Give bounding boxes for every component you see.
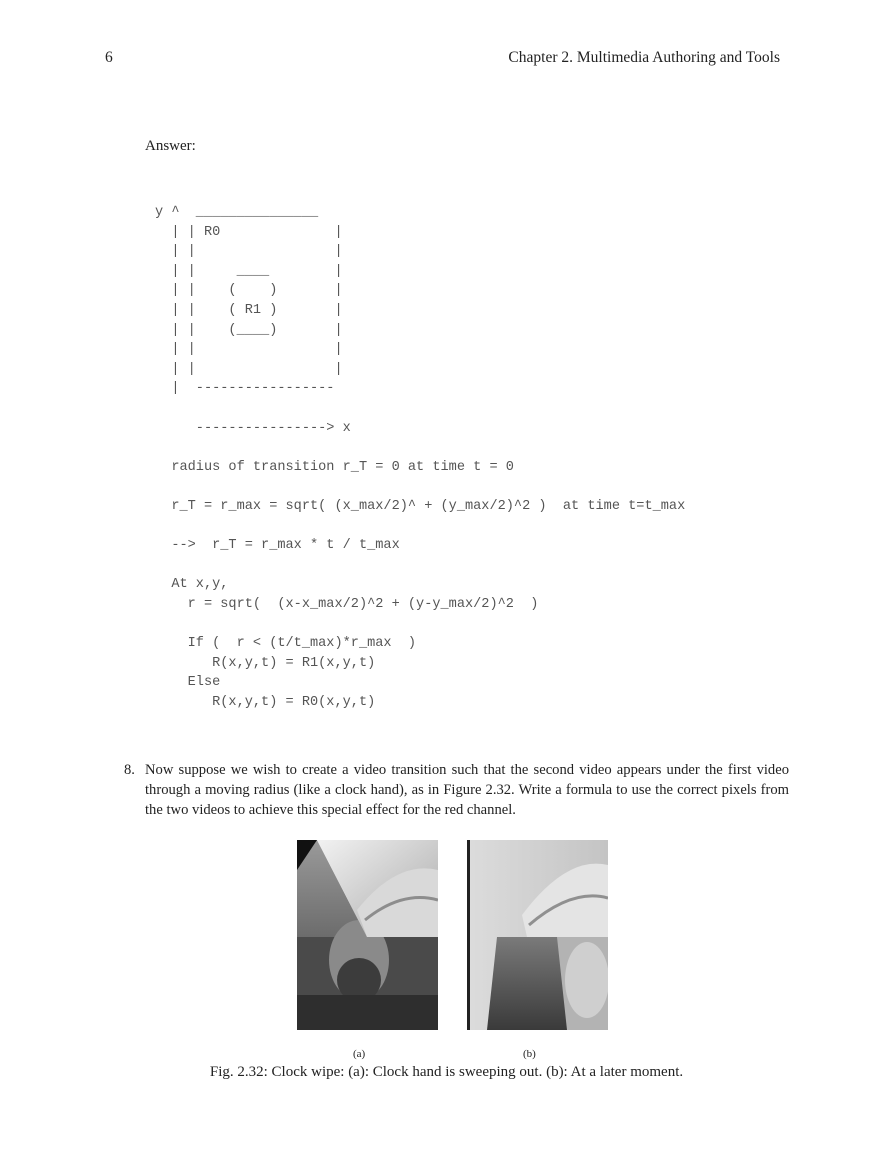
question-number: 8. (124, 762, 135, 778)
figure-caption: Fig. 2.32: Clock wipe: (a): Clock hand is sweeping out. (b): At a later moment. (209, 1064, 684, 1080)
subfigure-label-b: (b) (523, 1048, 536, 1060)
answer-label: Answer: (145, 138, 196, 154)
figure-2-32-a-image (297, 840, 438, 1030)
running-head: Chapter 2. Multimedia Authoring and Tools (508, 49, 780, 66)
answer-code-block: y ^ _______________ | | R0 | | | | | | ____ | | | ( ) | | | ( R1 ) | | | (____) | | | | | | | | ----------------- ----------------> x radius of transition r_T = 0 at time t = 0 r_T = r_max = sqrt( (x_max/2)^ + (y_max/2)^2 ) at time t=t_max --> r_T = r_max * t / t_max At x,y, r = sqrt( (x-x_max/2)^2 + (y-y_max/2)^2 ) If ( r < (t/t_max)*r_max ) R(x,y,t) = R1(x,y,t) Else R(x,y,t) = R0(x,y,t) (155, 205, 686, 710)
question-text: Now suppose we wish to create a video transition such that the second video appears under the first video through a moving radius (like a clock hand), as in Figure 2.32. Write a formula to use the correct pixels from the two videos to achieve this special effect for the red channel. (145, 762, 789, 818)
figure-2-32-b-image (467, 840, 608, 1030)
subfigure-label-a: (a) (353, 1048, 366, 1060)
page-header (0, 49, 893, 69)
page-number: 6 (105, 49, 113, 66)
